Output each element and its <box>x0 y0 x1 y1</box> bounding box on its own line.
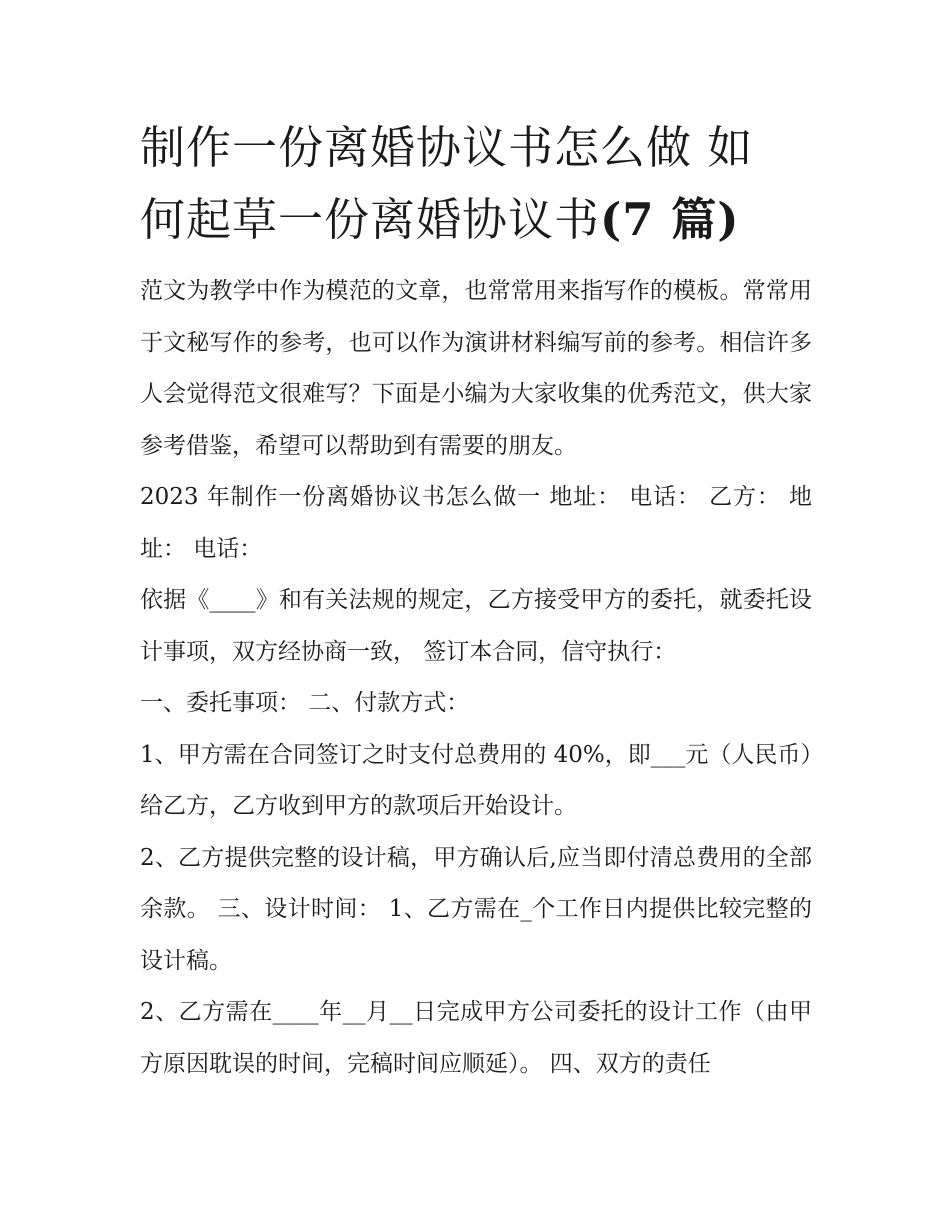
paragraph-intro: 范文为教学中作为模范的文章，也常常用来指写作的模板。常常用于文秘写作的参考，也可以作为演讲材料编写前的参考。相信许多人会觉得范文很难写？下面是小编为大家收集的优秀范文，供大家参考借鉴，希望可以帮助到有需要的朋友。 <box>140 278 812 459</box>
paragraph-sections: 一、委托事项： 二、付款方式： <box>140 690 470 716</box>
document-body <box>140 266 812 1090</box>
title-line-2: 何起草一份离婚协议书 <box>140 193 601 246</box>
title-count: (7 篇) <box>600 193 740 246</box>
title-line-1: 制作一份离婚协议书怎么做 如 <box>140 121 754 174</box>
paragraph-payment-1: 1、甲方需在合同签订之时支付总费用的 40%，即___元（人民币）给乙方，乙方收到甲方的款项后开始设计。 <box>140 741 812 819</box>
document-title <box>140 112 812 256</box>
paragraph-basis: 依据《____》和有关法规的规定，乙方接受甲方的委托，就委托设计事项，双方经协商一致， 签订本合同，信守执行： <box>140 587 812 665</box>
paragraph-payment-2: 2、乙方提供完整的设计稿，甲方确认后,应当即付清总费用的全部余款。 三、设计时间： 1、乙方需在_个工作日内提供比较完整的设计稿。 <box>140 844 812 974</box>
paragraph-timeline: 2、乙方需在____年__月__日完成甲方公司委托的设计工作（由甲方原因耽误的时间，完稿时间应顺延）。 四、双方的责任 <box>140 999 812 1077</box>
paragraph-parties: 2023 年制作一份离婚协议书怎么做一 地址： 电话： 乙方： 地址： 电话： <box>140 484 812 562</box>
document-page <box>140 112 812 1090</box>
